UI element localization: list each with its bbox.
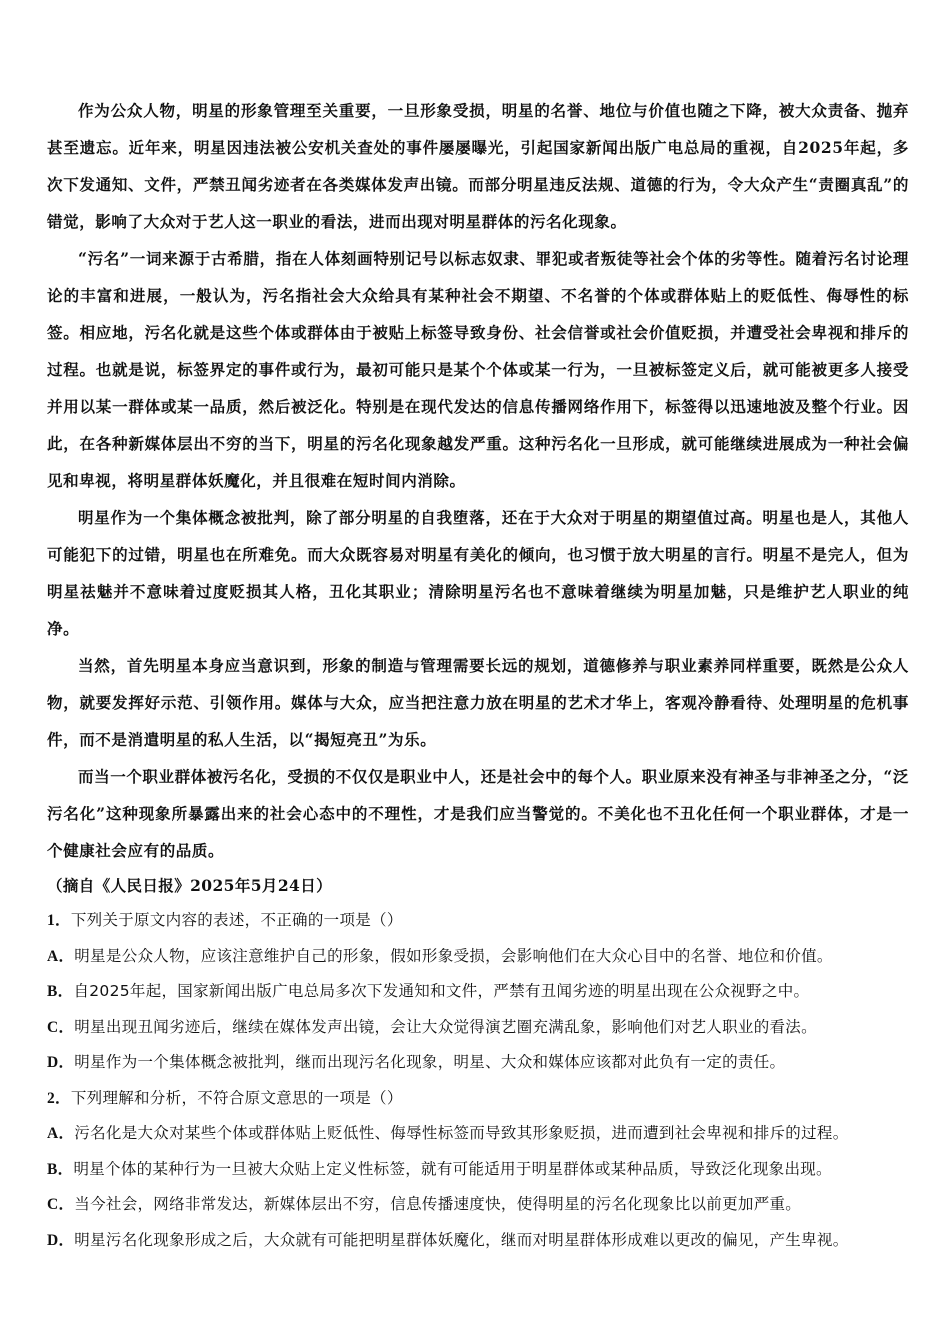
option-letter: C． bbox=[47, 1018, 75, 1036]
exam-page bbox=[47, 92, 909, 1258]
passage-paragraph-2: “污名”一词来源于古希腊，指在人体刻画特别记号以标志奴隶、罪犯或者叛徒等社会个体的劣等性。随着污名讨论理论的丰富和进展，一般认为，污名指社会大众给具有某种社会不期望、不名誉的个体或群体贴上的贬低性、侮辱性的标签。相应地，污名化就是这些个体或群体由于被贴上标签导致身份、社会信誉或社会价值贬损，并遭受社会卑视和排斥的过程。也就是说，标签界定的事件或行为，最初可能只是某个个体或某一行为，一旦被标签定义后，就可能被更多人接受并用以某一群体或某一品质，然后被泛化。特别是在现代发达的信息传播网络作用下，标签得以迅速地波及整个行业。因此，在各种新媒体层出不穷的当下，明星的污名化现象越发严重。这种污名化一旦形成，就可能继续进展成为一种社会偏见和卑视，将明星群体妖魔化，并且很难在短时间内消除。 bbox=[47, 249, 909, 490]
question-2-text: 下列理解和分析，不符合原文意思的一项是（） bbox=[70, 1088, 403, 1107]
passage-paragraph-3: 明星作为一个集体概念被批判，除了部分明星的自我堕落，还在于大众对于明星的期望值过高。明星也是人，其他人可能犯下的过错，明星也在所难免。而大众既容易对明星有美化的倾向，也习惯于放大明星的言行。明星不是完人，但为明星祛魅并不意味着过度贬损其人格，丑化其职业；清除明星污名也不意味着继续为明星加魅，只是维护艺人职业的纯净。 bbox=[47, 508, 909, 638]
option-text: 明星污名化现象形成之后，大众就有可能把明星群体妖魔化，继而对明星群体形成难以更改的偏见，产生卑视。 bbox=[74, 1230, 849, 1249]
question-2-option-a[interactable] bbox=[47, 1116, 909, 1152]
option-text: 当今社会，网络非常发达，新媒体层出不穷，信息传播速度快，使得明星的污名化现象比以前更加严重。 bbox=[74, 1195, 802, 1213]
question-2-option-b[interactable] bbox=[47, 1152, 909, 1188]
question-2-option-d[interactable] bbox=[47, 1223, 909, 1259]
question-1-option-a[interactable] bbox=[47, 939, 909, 975]
question-1-option-d[interactable] bbox=[47, 1045, 909, 1081]
option-text: 明星个体的某种行为一旦被大众贴上定义性标签，就有可能适用于明星群体或某种品质，导致泛化现象出现。 bbox=[73, 1159, 832, 1178]
question-1-option-b[interactable] bbox=[47, 974, 909, 1010]
option-letter: D． bbox=[47, 1054, 75, 1071]
passage-paragraph-4: 当然，首先明星本身应当意识到，形象的制造与管理需要长远的规划，道德修养与职业素养同样重要，既然是公众人物，就要发挥好示范、引领作用。媒体与大众，应当把注意力放在明星的艺术才华上，客观冷静看待、处理明星的危机事件，而不是消遣明星的私人生活，以“揭短亮丑”为乐。 bbox=[47, 656, 909, 749]
option-letter: A． bbox=[47, 947, 75, 965]
option-letter: C． bbox=[47, 1196, 75, 1213]
option-letter: D． bbox=[47, 1231, 75, 1249]
question-1-stem bbox=[47, 903, 909, 939]
option-letter: A． bbox=[47, 1125, 75, 1142]
question-1 bbox=[47, 903, 909, 1081]
question-1-number: 1． bbox=[47, 912, 71, 929]
option-text: 自2025年起，国家新闻出版广电总局多次下发通知和文件，严禁有丑闻劣迹的明星出现在公众视野之中。 bbox=[73, 982, 810, 1000]
passage-paragraph-1: 作为公众人物，明星的形象管理至关重要，一旦形象受损，明星的名誉、地位与价值也随之下降，被大众责备、抛弃甚至遗忘。近年来，明星因违法被公安机关查处的事件屡屡曝光，引起国家新闻出版广电总局的重视，自2025年起，多次下发通知、文件，严禁丑闻劣迹者在各类媒体发声出镜。而部分明星违反法规、道德的行为，令大众产生“责圈真乱”的错觉，影响了大众对于艺人这一职业的看法，进而出现对明星群体的污名化现象。 bbox=[47, 101, 909, 231]
option-text: 明星是公众人物，应该注意维护自己的形象，假如形象受损，会影响他们在大众心目中的名誉、地位和价值。 bbox=[74, 946, 833, 965]
question-2-stem bbox=[47, 1081, 909, 1117]
option-letter: B． bbox=[47, 1160, 74, 1178]
question-1-text: 下列关于原文内容的表述，不正确的一项是（） bbox=[70, 911, 403, 929]
question-2-option-c[interactable] bbox=[47, 1187, 909, 1223]
question-2 bbox=[47, 1081, 909, 1259]
option-text: 明星作为一个集体概念被批判，继而出现污名化现象，明星、大众和媒体应该都对此负有一定的责任。 bbox=[74, 1053, 786, 1071]
option-text: 明星出现丑闻劣迹后，继续在媒体发声出镜，会让大众觉得演艺圈充满乱象，影响他们对艺人职业的看法。 bbox=[74, 1017, 817, 1036]
option-letter: B． bbox=[47, 983, 74, 1000]
question-1-option-c[interactable] bbox=[47, 1010, 909, 1046]
question-2-number: 2． bbox=[47, 1089, 71, 1107]
passage-paragraph-5: 而当一个职业群体被污名化，受损的不仅仅是职业中人，还是社会中的每个人。职业原来没有神圣与非神圣之分，“泛污名化”这种现象所暴露出来的社会心态中的不理性，才是我们应当警觉的。不美化也不丑化任何一个职业群体，才是一个健康社会应有的品质。 bbox=[47, 767, 909, 860]
option-text: 污名化是大众对某些个体或群体贴上贬低性、侮辱性标签而导致其形象贬损，进而遭到社会卑视和排斥的过程。 bbox=[74, 1124, 849, 1142]
passage-source: （摘自《人民日报》2025年5月24日） bbox=[47, 876, 332, 895]
